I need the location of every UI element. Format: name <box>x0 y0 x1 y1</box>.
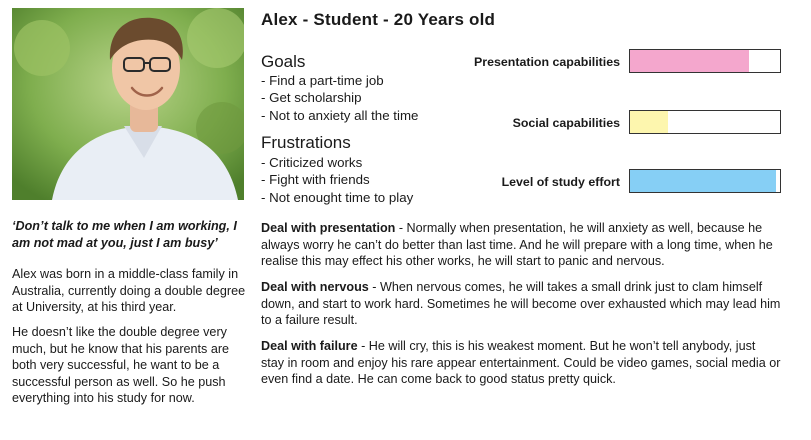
list-item: - Find a part-time job <box>261 73 384 88</box>
deal-paragraph-nervous <box>261 279 781 329</box>
metric-fill <box>630 170 776 192</box>
list-item: - Get scholarship <box>261 90 362 106</box>
list-item: - Fight with friends <box>261 172 370 188</box>
deal-text: - When nervous comes, he will takes a small drink just to clam himself down, and start to work hard. Sometimes he will become over exhausted which may lead him to a failure result. <box>261 280 781 328</box>
metric-label-study-effort: Level of study effort <box>501 175 620 189</box>
metric-bar-study-effort <box>629 169 781 193</box>
deal-paragraph-presentation <box>261 220 781 270</box>
metric-fill <box>630 111 668 133</box>
metric-bar-presentation <box>629 49 781 73</box>
list-item: - Criticized works <box>261 155 363 170</box>
metric-label-presentation: Presentation capabilities <box>474 55 620 69</box>
frustrations-heading: Frustrations <box>261 133 351 152</box>
goals-heading: Goals <box>261 52 306 71</box>
deal-label: Deal with presentation <box>261 221 396 235</box>
persona-photo <box>12 8 244 200</box>
persona-title: Alex - Student - 20 Years old <box>261 10 496 29</box>
list-item: - Not to anxiety all the time <box>261 107 419 123</box>
metric-bar-social <box>629 110 781 134</box>
deal-label: Deal with failure <box>261 339 358 353</box>
metric-label-social: Social capabilities <box>512 116 620 130</box>
persona-quote: ‘Don’t talk to me when I am working, I am not mad at you, just I am busy’ <box>12 219 237 250</box>
deal-label: Deal with nervous <box>261 280 369 294</box>
deal-paragraph-failure <box>261 338 781 388</box>
metric-fill <box>630 50 749 72</box>
deal-text: - Normally when presentation, he will anxiety as well, because he always worry he can’t do better than last time. And he will prepare with a long time, when he realise this may effect his other works, he will start to panic and nervous. <box>261 221 773 269</box>
persona-bio-paragraph: Alex was born in a middle-class family in Australia, currently doing a double degree at University, at his third year. <box>12 267 246 315</box>
deal-text: - He will cry, this is his weakest moment. But he won’t tell anybody, just stay in room and enjoy his rare appear entertainment. Could be video games, social media or even find a date. He can come back to good status pretty quick. <box>261 339 781 387</box>
persona-bio-paragraph: He doesn’t like the double degree very much, but he know that his parents are both very successful, he want to be a successful person as well. So he push everything into his study for now. <box>12 325 230 406</box>
list-item: - Not enought time to play <box>261 189 414 205</box>
